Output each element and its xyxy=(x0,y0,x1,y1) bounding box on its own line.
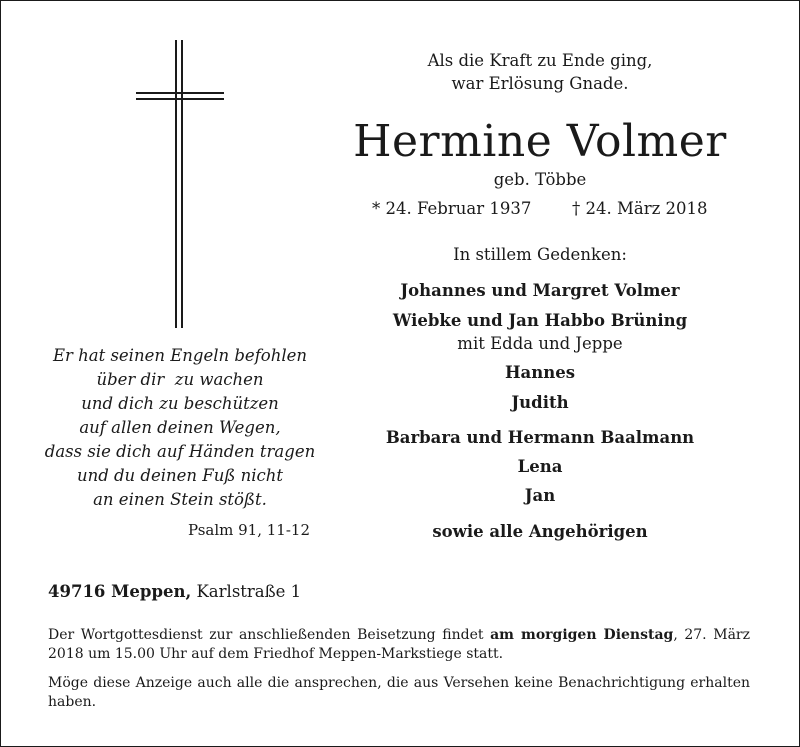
psalm-line: und dich zu beschützen xyxy=(81,394,279,413)
psalm-line: dass sie dich auf Händen tragen xyxy=(44,442,316,461)
mourner-line: Hannes xyxy=(504,363,576,382)
mourner-line: Barbara und Hermann Baalmann xyxy=(385,428,695,447)
memory-intro: In stillem Gedenken: xyxy=(453,245,627,264)
mourner-line: Lena xyxy=(517,457,563,476)
psalm-line: Er hat seinen Engeln befohlen xyxy=(52,346,308,365)
psalm-text xyxy=(40,344,320,512)
address xyxy=(48,582,301,601)
motto-line-1: Als die Kraft zu Ende ging, xyxy=(427,51,653,70)
mourner-line: Judith xyxy=(511,393,569,412)
death-date: † 24. März 2018 xyxy=(572,199,708,218)
motto xyxy=(350,49,730,95)
notice-text-2: , 27. März 2018 um 15.00 Uhr auf dem Friedhof Meppen-Markstiege statt. xyxy=(48,627,750,662)
psalm-line: und du deinen Fuß nicht xyxy=(76,466,284,485)
address-street: Karlstraße 1 xyxy=(196,582,302,601)
psalm-line: an einen Stein stößt. xyxy=(93,490,267,509)
motto-line-2: war Erlösung Gnade. xyxy=(451,74,629,93)
mourner-line: Wiebke und Jan Habbo Brüning xyxy=(392,311,688,330)
mourner-line: Jan xyxy=(524,486,556,505)
psalm-line: über dir zu wachen xyxy=(96,370,264,389)
service-notice xyxy=(48,626,750,664)
birth-name: geb. Többe xyxy=(493,170,587,189)
mourner-line: mit Edda und Jeppe xyxy=(457,334,623,353)
cross-icon xyxy=(136,40,224,328)
mourner-line: Johannes und Margret Volmer xyxy=(400,281,680,300)
psalm-line: auf allen deinen Wegen, xyxy=(79,418,281,437)
mourner-line: sowie alle Angehörigen xyxy=(432,522,648,541)
birth-date: * 24. Februar 1937 xyxy=(372,199,532,218)
closing-notice: Möge diese Anzeige auch alle die ansprechen, die aus Versehen keine Benachrichtigung erhalten haben. xyxy=(48,675,750,710)
psalm-reference: Psalm 91, 11-12 xyxy=(188,521,310,539)
deceased-name: Hermine Volmer xyxy=(353,116,727,167)
notice-highlight: am morgigen Dienstag xyxy=(490,627,674,643)
notice-text-1: Der Wortgottesdienst zur anschließenden Beisetzung findet xyxy=(48,627,491,643)
address-city: 49716 Meppen, xyxy=(48,582,192,601)
